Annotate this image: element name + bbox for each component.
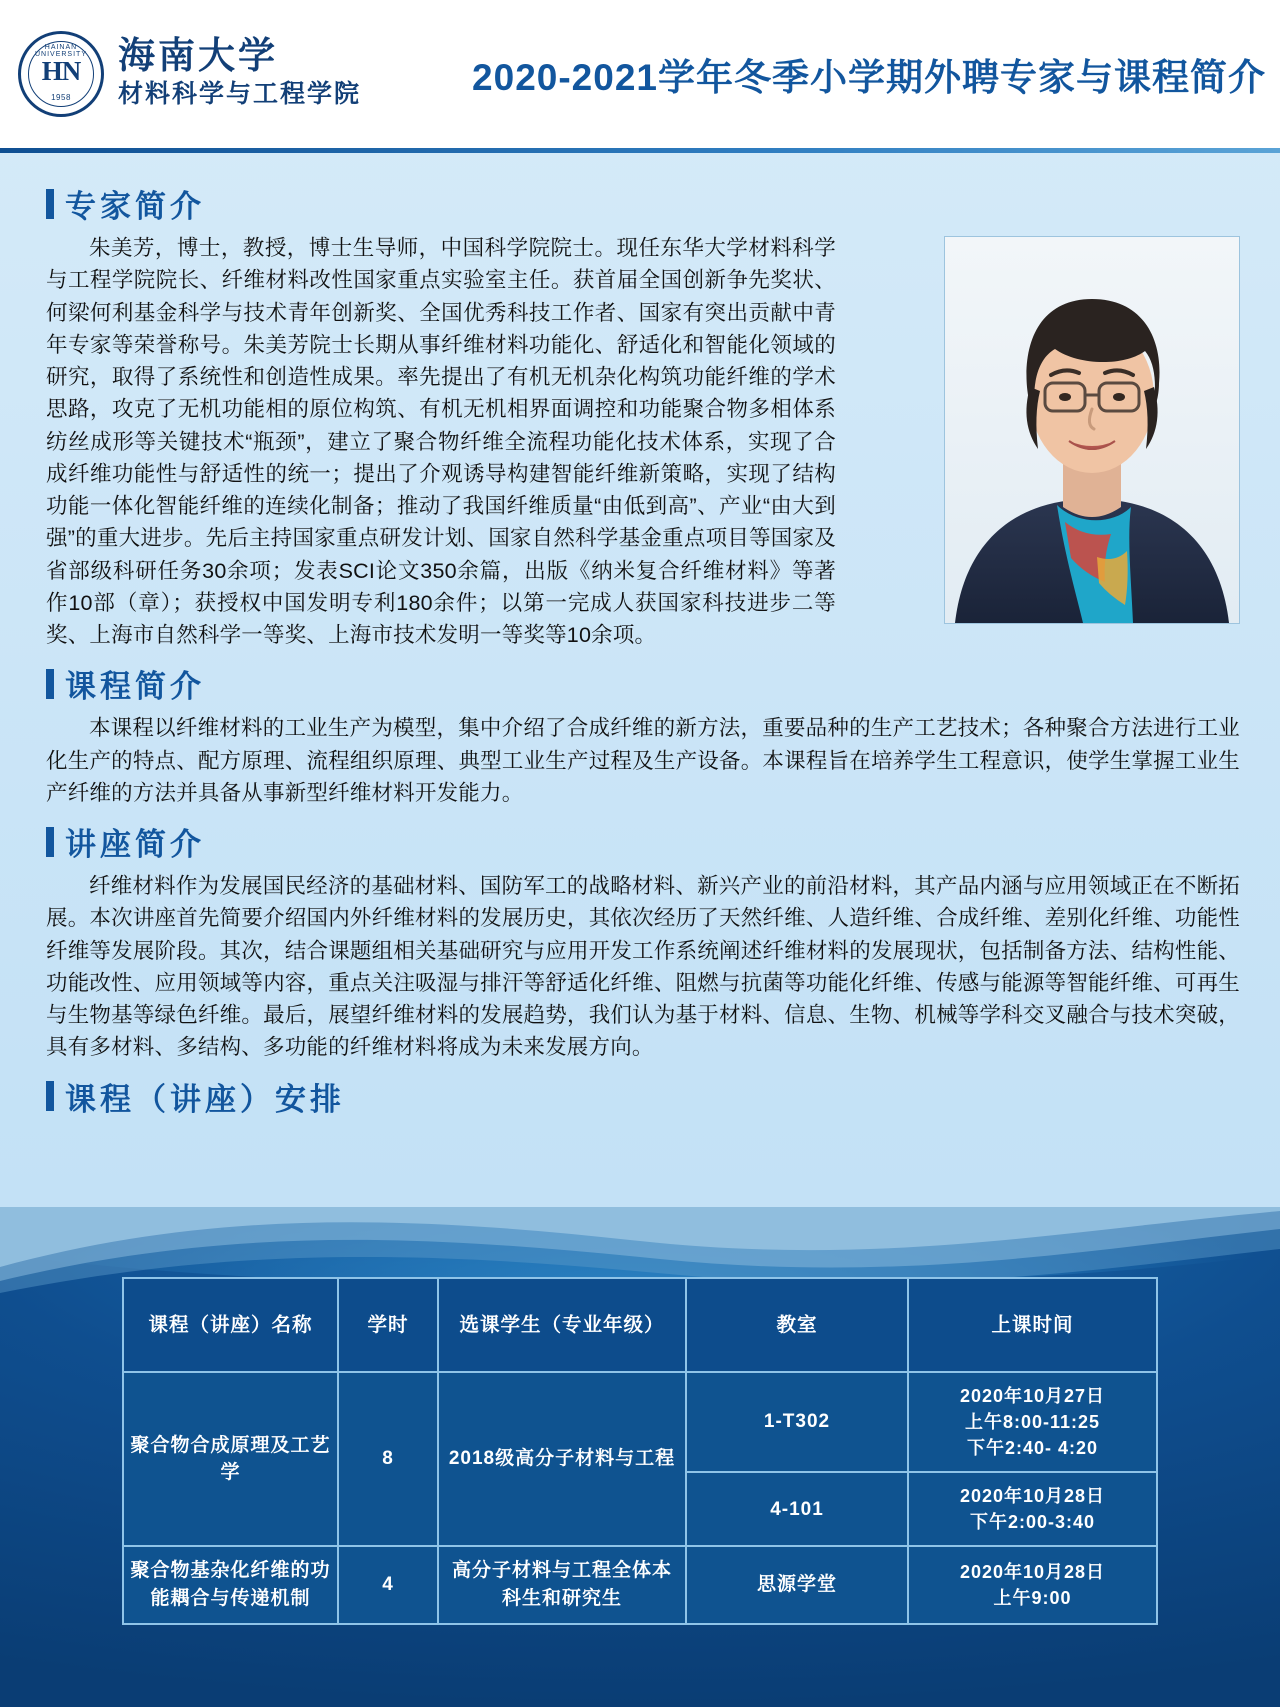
cell-course-name: 聚合物合成原理及工艺学 <box>123 1372 338 1546</box>
schedule-band <box>0 1207 1280 1707</box>
cell-course-time: 2020年10月28日 下午2:00-3:40 <box>908 1472 1157 1546</box>
cell-course-room: 思源学堂 <box>686 1546 908 1623</box>
cell-course-room: 4-101 <box>686 1472 908 1546</box>
section-title-lecture <box>46 819 1240 864</box>
college-name: 材料科学与工程学院 <box>118 81 362 109</box>
cell-course-time: 2020年10月28日 上午9:00 <box>908 1546 1157 1623</box>
seal-year: 1958 <box>51 93 71 102</box>
section-accent-bar <box>46 827 54 857</box>
section-title-schedule <box>46 1074 1240 1119</box>
expert-portrait <box>944 236 1240 624</box>
cell-course-students: 2018级高分子材料与工程 <box>438 1372 686 1546</box>
schedule-table <box>122 1277 1158 1625</box>
cell-course-hours: 8 <box>338 1372 438 1546</box>
section-heading-expert: 专家简介 <box>65 189 205 224</box>
section-heading-lecture: 讲座简介 <box>65 827 205 862</box>
column-header-students: 选课学生（专业年级） <box>438 1278 686 1372</box>
table-row <box>123 1372 1157 1472</box>
section-heading-course: 课程简介 <box>65 669 205 705</box>
table-row <box>123 1546 1157 1623</box>
section-accent-bar <box>46 669 54 699</box>
column-header-room: 教室 <box>686 1278 908 1372</box>
lecture-paragraph: 纤维材料作为发展国民经济的基础材料、国防军工的战略材料、新兴产业的前沿材料，其产品内涵与应用领域正在不断拓展。本次讲座首先简要介绍国内外纤维材料的发展历史，其依次经历了天然纤维、人造纤维、合成纤维、差别化纤维、功能性纤维等发展阶段。其次，结合课题组相关基础研究与应用开发工作系统阐述纤维材料的发展现状，包括制备方法、结构性能、功能改性、应用领域等内容，重点关注吸湿与排汗等舒适化纤维、阻燃与抗菌等功能化纤维、传感与能源等智能纤维、可再生与生物基等绿色纤维。最后，展望纤维材料的发展趋势，我们认为基于材料、信息、生物、机械等学科交叉融合与技术突破，具有多材料、多结构、多功能的纤维材料将成为未来发展方向。 <box>46 874 1240 1060</box>
column-header-time: 上课时间 <box>908 1278 1157 1372</box>
section-accent-bar <box>46 1081 54 1111</box>
poster-content <box>0 153 1280 1119</box>
cell-course-time: 2020年10月27日 上午8:00-11:25 下午2:40- 4:20 <box>908 1372 1157 1472</box>
column-header-name: 课程（讲座）名称 <box>123 1278 338 1372</box>
column-header-hours: 学时 <box>338 1278 438 1372</box>
university-name-block <box>118 36 361 111</box>
expert-block <box>46 232 1240 651</box>
section-accent-bar <box>46 189 54 219</box>
expert-text <box>46 232 836 651</box>
section-title-course <box>46 661 1240 706</box>
seal-arc-text: HAINAN UNIVERSITY <box>34 44 87 58</box>
seal-initials: HN <box>41 55 81 86</box>
cell-course-name: 聚合物基杂化纤维的功能耦合与传递机制 <box>123 1546 338 1623</box>
section-title-expert <box>46 181 1240 226</box>
cell-course-hours: 4 <box>338 1546 438 1623</box>
cell-course-students: 高分子材料与工程全体本科生和研究生 <box>438 1546 686 1623</box>
expert-paragraph: 朱美芳，博士，教授，博士生导师，中国科学院院士。现任东华大学材料科学与工程学院院长、纤维材料改性国家重点实验室主任。获首届全国创新争先奖状、何梁何利基金科学与技术青年创新奖、全国优秀科技工作者、国家有突出贡献中青年专家等荣誉称号。朱美芳院士长期从事纤维材料功能化、舒适化和智能化领域的研究，取得了系统性和创造性成果。率先提出了有机无机杂化构筑功能纤维的学术思路，攻克了无机功能相的原位构筑、有机无机相界面调控和功能聚合物多相体系纺丝成形等关键技术“瓶颈”，建立了聚合物纤维全流程功能化技术体系，实现了合成纤维功能性与舒适性的统一；提出了介观诱导构建智能纤维新策略，实现了结构功能一体化智能纤维的连续化制备；推动了我国纤维质量“由低到高”、产业“由大到强”的重大进步。先后主持国家重点研发计划、国家自然科学基金重点项目等国家及省部级科研任务30余项；发表SCI论文350余篇，出版《纳米复合纤维材料》等著作10部（章）；获授权中国发明专利180余件；以第一完成人获国家科技进步二等奖、上海市自然科学一等奖、上海市技术发明一等奖等10余项。 <box>46 236 836 647</box>
university-name: 海南大学 <box>118 36 278 78</box>
page-header <box>0 0 1280 148</box>
cell-course-room: 1-T302 <box>686 1372 908 1472</box>
table-header-row <box>123 1278 1157 1372</box>
university-seal-icon <box>18 31 104 117</box>
page-title: 2020-2021学年冬季小学期外聘专家与课程简介 <box>472 57 1266 98</box>
section-heading-schedule: 课程（讲座）安排 <box>65 1081 345 1117</box>
university-logo <box>18 31 361 117</box>
course-paragraph: 本课程以纤维材料的工业生产为模型，集中介绍了合成纤维的新方法，重要品种的生产工艺技术；各种聚合方法进行工业化生产的特点、配方原理、流程组织原理、典型工业生产过程及生产设备。本课程旨在培养学生工程意识，使学生掌握工业生产纤维的方法并具备从事新型纤维材料开发能力。 <box>46 716 1240 805</box>
